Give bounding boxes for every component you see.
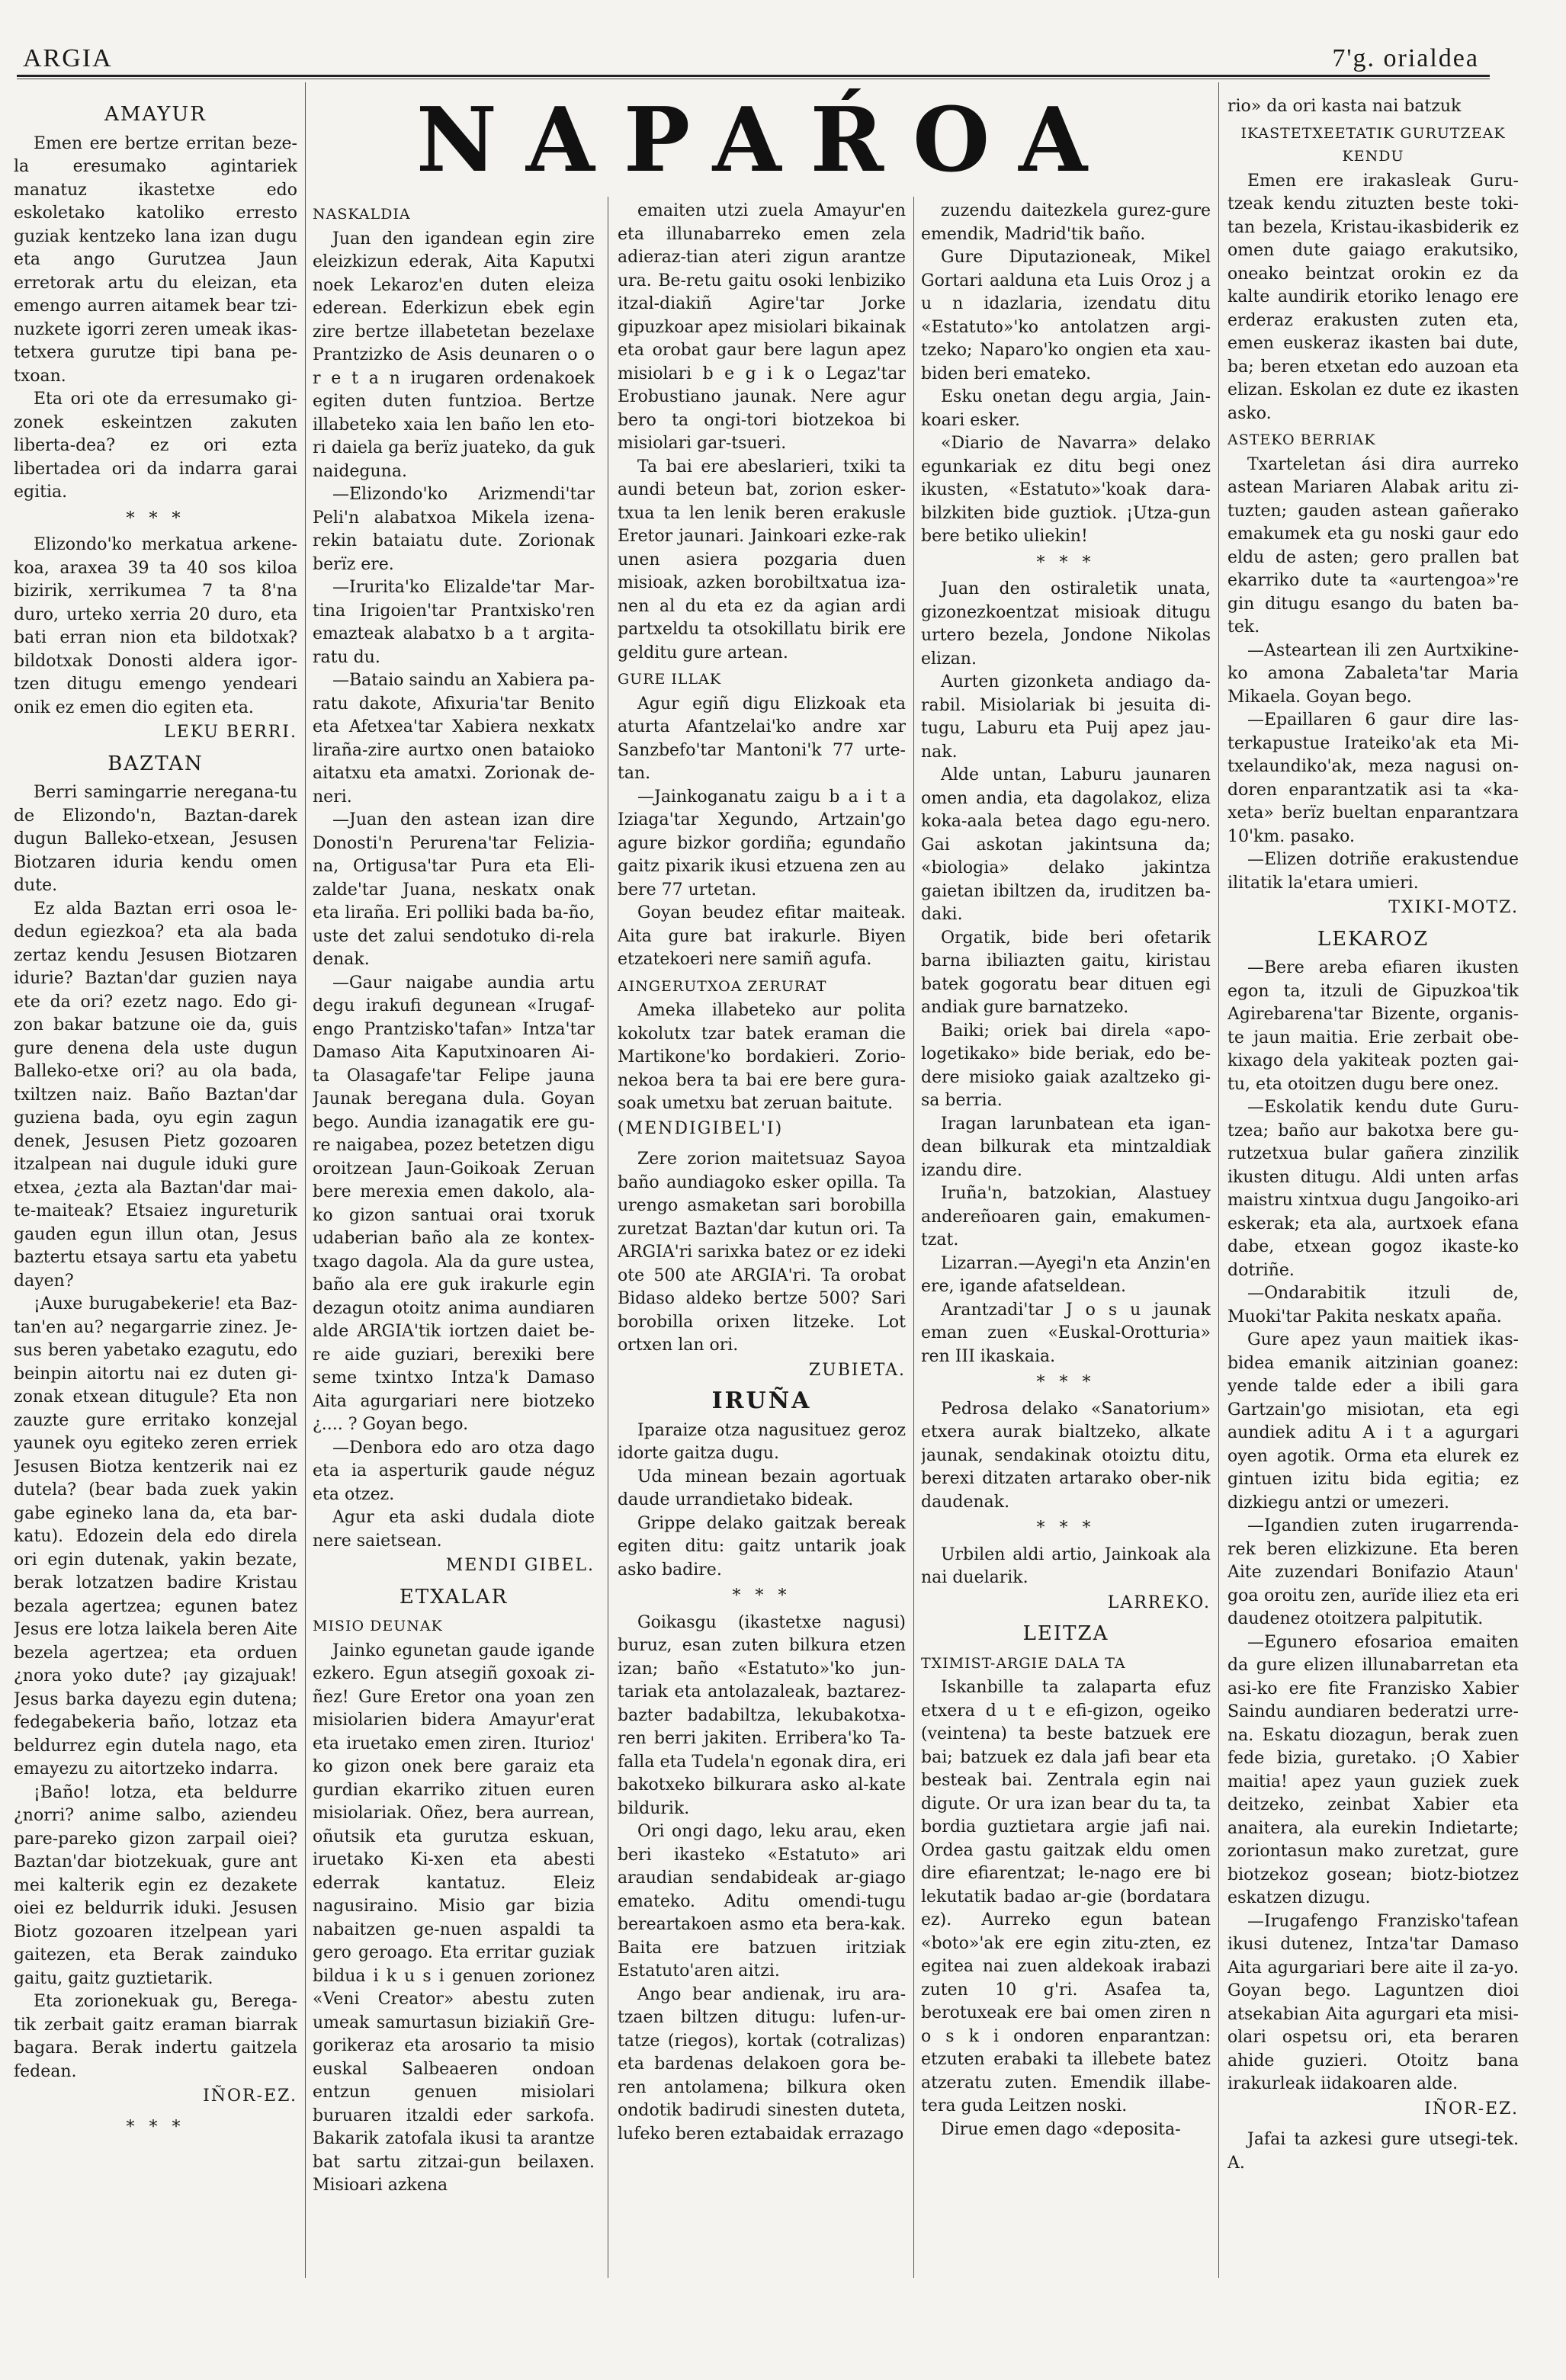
column-1 <box>14 95 297 2276</box>
paragraph: Eta zorionekuak gu, Berega-tik zerbait gaitz eraman biarrak bagara. Berak indertu gaitzela fedean. <box>14 1992 297 2081</box>
paragraph: Orgatik, bide beri ofetarik barna ibiliazten gaitu, kiristau batek gogoratu bear dituen egi andiak gure barnatzeko. <box>921 928 1211 1017</box>
paragraph: Esku onetan degu argia, Jain-koari esker. <box>921 387 1211 430</box>
column-divider <box>913 197 914 2278</box>
signature: LARREKO. <box>1107 1593 1211 1612</box>
paragraph: —Bataio saindu an Xabiera pa-ratu dakote, Afixuria'tar Benito eta Afetxea'tar Xabiera nexkatx liraña-zire aurtxo onen bataioko aitatxu eta amatxi. Zorionak de-neri. <box>313 671 595 807</box>
section-heading: BAZTAN <box>108 752 204 775</box>
subheading: GURE ILLAK <box>618 671 722 688</box>
paragraph: ¡Baño! lotza, eta beldurre ¿norri? anime salbo, aziendeu pare-pareko gizon zarpail oiei? Baztan'dar biotzekuak, gure ant mei kalterik egin ez dezakete oiei ez beldurrik iduki. Jesusen Biotz gozoaren itzelpean yari gaitezen, eta Berak zainduko gaitu, gaitz guztietarik. <box>14 1782 297 1988</box>
paragraph: zuzendu daitezkela gurez-gure emendik, Madrid'tik baño. <box>921 201 1211 244</box>
separator-stars: * * * <box>1036 1373 1096 1392</box>
paragraph: Juan den igandean egin zire eleizkizun ederak, Aita Kaputxi noek Lekaroz'en duten eleiza ederean. Ederkizun ebek egin zire bertze illabetetan bezelaxe Prantzizko de Asis deunaren o o r e t a n irugaren ordenakoek egiten duten funtzioa. Bertze illabeteko xaia len baño len eto-ri daiela ga berïz juateko, da guk naideguna. <box>313 229 595 481</box>
subheading: NASKALDIA <box>313 206 411 223</box>
paragraph: Urbilen aldi artio, Jainkoak ala nai duelarik. <box>921 1544 1211 1587</box>
masthead-title: NAPAŔOA <box>416 88 1117 192</box>
paragraph: Goikasgu (ikastetxe nagusi) buruz, esan zuten bilkura etzen izan; baño «Estatuto»'ko jun-tariak eta antolazaleak, baztarez-bazter badabiltza, lekubakotxa-ren berri jakiten. Erribera'ko Ta-falla eta Tudela'n egonak dira, eri bakotxeko bilkurara asko al-kate bildurik. <box>618 1612 906 1818</box>
paragraph: Ango bear andienak, iru ara-tzaen biltzen ditugu: lufen-ur-tatze (riegos), kortak (cotralizas) eta bardenas delakoen gora be-ren antolamena; bilkura oken ondotik badirudi sinesten duteta, lufeko beren eztabaidak errazago <box>618 1984 906 2144</box>
paragraph: —Epaillaren 6 gaur dire las-terkapustue Irateiko'ak eta Mi-txelaundiko'ak, meza nagusi on-doren enparantzatik asi ta «ka-xeta» berïz bueltan enparantzara 10'km. pasako. <box>1227 710 1519 846</box>
signature: ZUBIETA. <box>808 1360 906 1380</box>
column-divider <box>305 82 306 2278</box>
paragraph: Baiki; oriek bai direla «apo-logetikako» bide beriak, edo be-dere misioko gaiak azaltzeko gi-sa berria. <box>921 1021 1211 1110</box>
paragraph: emaiten utzi zuela Amayur'en eta illunabarreko emen zela adieraz-tian ateri zigun arantze ura. Be-retu gaitu osoki lenbiziko itzal-diakiñ Agire'tar Jorke gipuzkoar apez misiolari bikainak eta orobat gaur bere lagun apez misiolari b e g i k o Legaz'tar Erobustiano jaunak. Nere agur bero ta ongi-tori biotzekoa bi misiolari gar-tsueri. <box>618 201 906 453</box>
paragraph: Iruña'n, batzokian, Alastuey andereñoaren gain, emakumen-tzat. <box>921 1184 1211 1249</box>
column-divider <box>1218 82 1219 2278</box>
paragraph: Ez alda Baztan erri osoa le-dedun egiezkoa? eta ala bada zertaz kendu Jesusen Biotzaren idurie? Baztan'dar guzien naya ete da ori? ezetz nago. Edo gi-zon bakar batzune oie da, guis gure denena dela uste dugun Balleko-etxe ori? au ola bada, txiltzen naiz. Baño Baztan'dar guziena bada, oyu egin zagun denek, Jesusen Pietz gozoaren itzalpean nai dugule iduki gure etxea, ¿ezta ala Baztan'dar mai-te-maiteak? Etsaiez ingureturik gauden egun illun otan, Jesus baztertu etsaya sartu eta yabetu dayen? <box>14 899 297 1291</box>
page-header <box>17 44 1490 77</box>
paragraph: Ameka illabeteko aur polita kokolutx tzar batek eraman die Martikone'ko bordakieri. Zorio-nekoa bera ta bai ere bere gura-soak umetxu bat zeruan baitute. <box>618 1001 906 1113</box>
paragraph: —Ondarabitik itzuli de, Muoki'tar Pakita neskatx apaña. <box>1227 1284 1519 1326</box>
paragraph: Jainko egunetan gaude igande ezkero. Egun atsegiñ goxoak zi-ñez! Gure Eretor ona yoan zen misiolarien bidera Amayur'erat eta iruetako emen ziren. Iturioz' ko gizon onek bere garaiz eta gurdian ekarriko zituen euren misiolariak. Oñez, bera aurrean, oñutsik eta gurutza eskuan, iruetako Ki-xen eta abesti ederrak kantatuz. Eleiz nagusiraino. Misio gar bizia nabaitzen ge-nuen aspaldi ta gero geroago. Eta erritar guziak bildua i k u s i genuen zorionez «Veni Creator» abestu zuten umeak samurtasun biziakiñ Gre-gorikeraz eta arosario ta misio euskal Salbeaeren ondoan entzun genuen misiolari buruaren itzaldi eder sarkofa. Bakarik zatofala ikusi ta arantze bat sartu zitzai-gun beilaxen. Misioari azkena <box>313 1641 595 2195</box>
subheading: ASTEKO BERRIAK <box>1227 431 1376 448</box>
subheading: TXIMIST-ARGIE DALA TA <box>921 1654 1126 1672</box>
paragraph: ¡Auxe burugabekerie! eta Baz-tan'en au? negargarrie zinez. Je-sus beren yabetako ezagutu, edo beinpin aitortu nai ez duten gi-zonak etxean ditugule? Eta non zauzte gure erritako konzejal yaunek oyu egiteko zeren erriek Jesusen Biotza kentzerik nai ez dutela? (bear bada zuek yakin gabe egineko lana da, eta bar-katu). Edozein dela edo direla ori egin dutenak, yakin bezate, berak lotzatzen badire Kristau bezala agertzea; egunen batez Jesus ere lotza laikela beren Aite bezela agertzea; eta orduen ¿nora yoko dute? ¡ay gizajuak! Jesus barka dayezu egin dutena; fedegabekeria baño, lotzaz eta beldurrez egin dutela nago, eta emayezu zu aitortzeko indarra. <box>14 1294 297 1779</box>
paragraph: Agur egiñ digu Elizkoak eta aturta Afantzelai'ko andre xar Sanzbefo'tar Mantoni'k 77 urte-tan. <box>618 694 906 783</box>
paragraph: Txarteletan ási dira aurreko astean Mariaren Alabak aritu zi-tuzten; gauden astean gañerako emakumek eta gu noski gaur edo eldu de asten; gero prallen bat ekarriko dute ta «aurtengoa»'re gin ditugu esango du baten ba-tek. <box>1227 454 1519 637</box>
paragraph: Berri samingarrie neregana-tu de Elizondo'n, Baztan-darek dugun Balleko-etxean, Jesusen Biotzaren iduria kendu omen dute. <box>14 783 297 895</box>
paragraph: Agur eta aski dudala diote nere saietsean. <box>313 1508 595 1551</box>
page-number: 7'g. orialdea <box>1332 44 1479 72</box>
paragraph: —Asteartean ili zen Aurtxikine-ko amona Zabaleta'tar Maria Mikaela. Goyan bego. <box>1227 640 1519 707</box>
subheading: IKASTETXEETATIK GURUTZEAK KENDU <box>1240 124 1506 165</box>
paragraph: Juan den ostiraletik unata, gizonezkoentzat misioak ditugu urtero bezela, Jondone Nikolas elizan. <box>921 579 1211 669</box>
column-5 <box>1227 95 1519 2276</box>
paragraph: Iparaize otza nagusituez geroz idorte gaitza dugu. <box>618 1420 906 1463</box>
paragraph: Uda minean bezain agortuak daude urrandietako bideak. <box>618 1467 906 1509</box>
section-heading: AMAYUR <box>104 103 207 126</box>
paragraph: —Irurita'ko Elizalde'tar Mar-tina Irigoien'tar Prantxisko'ren emazteak alabatxo b a t argita-ratu du. <box>313 578 595 667</box>
paragraph: —Juan den astean izan dire Donosti'n Perurena'tar Felizia-na, Ortigusa'tar Pura eta Eli-zalde'tar Juana, neskatx onak eta liraña. Eri polliki bada ba-ño, uste det zalui sendotuko di-rela denak. <box>313 810 595 969</box>
paragraph: —Irugafengo Franzisko'tafean ikusi dutenez, Intza'tar Damaso Aita agurgariari bere aite il za-yo. Goyan bego. Laguntzen dioi atsekabian Aita agurgari eta misi-olari ospetsu ori, eta beraren ahide guzieri. Otoitz bana irakurleak iidakoaren alde. <box>1227 1911 1519 2093</box>
signature: LEKU BERRI. <box>164 723 297 742</box>
section-heading: LEKAROZ <box>1317 927 1430 951</box>
paragraph: Gure apez yaun maitiek ikas-bidea emanik aitzinian goanez: yende talde eder a ibili gara Gartzain'go misiotan, eta egi aundiek aditu A i t a agurgari oyen agotik. Orma eta elurek ez gintuen izitu bida egitia; ez dizkiegu antzi or umezeri. <box>1227 1330 1519 1512</box>
paragraph: Iragan larunbatean eta igan-dean bilkurak eta mintzaldiak izandu dire. <box>921 1114 1211 1180</box>
column-4 <box>921 200 1211 2380</box>
separator-stars: * * * <box>1036 1519 1096 1538</box>
newspaper-name: ARGIA <box>23 44 113 72</box>
subheading: MISIO DEUNAK <box>313 1618 443 1634</box>
paragraph: —Eskolatik kendu dute Guru-tzea; baño aur bakotxa bere gu-rutzetxua bular gañera zinzilik ikusten ditugu. Aldi unten arfas maistru xintxua dugu Jangoiko-ari eskerak; eta ala, aurtxoek efana dabe, etxean gogoz ikaste-ko dotriñe. <box>1227 1098 1519 1280</box>
signature: IÑOR-EZ. <box>1424 2099 1519 2119</box>
signature: (MENDIGIBEL'I) <box>618 1118 784 1138</box>
section-heading: LEITZA <box>1022 1622 1109 1645</box>
section-heading: ETXALAR <box>399 1585 509 1609</box>
paragraph: «Diario de Navarra» delako egunkariak ez ditu begi onez ikusten, «Estatuto»'koak dara-bilzkiten bide guztiok. ¡Utza-gun bere betiko uliekin! <box>921 434 1211 546</box>
paragraph: Pedrosa delako «Sanatorium» etxera aurak bialtzeko, alkate jaunak, sendakinak otoiztu ditu, berexi ditzaten artarako ober-nik daudenak. <box>921 1399 1211 1512</box>
paragraph: Ori ongi dago, leku arau, eken beri ikasteko «Estatuto» ari araudian sendabideak ar-giago emateko. Aditu omendi-tugu bereartakoen asmo eta bera-kak. Baita ere batzuen iritziak Estatuto'aren aitzi. <box>618 1822 906 1981</box>
subheading: AINGERUTXOA ZERURAT <box>618 977 827 995</box>
signature: MENDI GIBEL. <box>445 1556 595 1575</box>
paragraph: Ta bai ere abeslarieri, txiki ta aundi beteun bat, zorion esker-txua ta len lenik beren erakusle Eretor jaunari. Jainkoari ezke-rak unen asiera pozgaria duen misioak, azken borobiltxatua iza-nen al du eta ez da agian ardi partxeldu ta otsokillatu birik ere gelditu gure artean. <box>618 457 906 662</box>
paragraph: Arantzadi'tar J o s u jaunak eman zuen «Euskal-Orotturia» ren III ikaskaia. <box>921 1300 1211 1366</box>
paragraph: Eta ori ote da erresumako gi-zonek eskeintzen zakuten liberta-dea? ez ori ezta libertadea ori da indarra garai egitia. <box>14 390 297 502</box>
section-heading: IRUÑA <box>711 1387 812 1414</box>
paragraph: Emen ere irakasleak Guru-tzeak kendu zituzten beste toki-tan bezela, Kristau-ikasbiderik ez omen dute gaiago erakutsiko, oneako beintzat orokin ez da kalte aundirik etoriko lenago ere erderaz erakusten zuten eta, emen euskeraz ikasten bai dute, ba; beren etxetan edo auzoan eta elizan. Eskolan ez dute ez ikasten asko. <box>1227 171 1519 423</box>
paragraph: Iskanbille ta zalaparta efuz etxera d u t e efi-gizon, ogeiko (veintena) ta beste batzuek ere bai; batzuek ez dala jafi bear eta besteak bai. Zentrala egin nai digute. Or ura izan bear du ta, ta bordia guztietara argie jafi nai. Ordea gastu gaitzak eldu omen dire efiarentzat; le-nago ere bi lekutatik badao ar-gie (bordatara ez). Aurreko egun batean «boto»'ak ere egin zitu-zten, ez egitea nai zuen aldekoak irabazi zuten 10 g'ri. Asafea ta, berotuxeak ere bai omen ziren n o s k i ondoren enparantzan: etzuten erabaki ta illebete batez atzeratu zuten. Emendik illabe-tera guda Leitzen noski. <box>921 1678 1211 2115</box>
signature: IÑOR-EZ. <box>203 2087 297 2106</box>
paragraph: Emen ere bertze erritan beze-la eresumako agintariek manatuz ikastetxe edo eskoletako katoliko erresto guziak kentzeko lana izan dugu eta ango Gurutzea Jaun erretorak artu du eleizan, eta emengo aurren aitamek bear tzi-nuzkete igorri zeren umeak ikas-tetxera gurutze tipi bana pe-txoan. <box>14 133 297 386</box>
column-2 <box>313 200 595 2380</box>
paragraph: —Denbora edo aro otza dago eta ia asperturik gaude néguz eta otzez. <box>313 1438 595 1504</box>
separator-stars: * * * <box>126 2117 185 2137</box>
paragraph: —Egunero efosarioa emaiten da gure elizen illunabarretan eta asi-ko ere fite Franzisko Xabier Saindu aundiaren bederatzi urre-na. Eskatu diozagun, berak zuen fede bizia, guretako. ¡O Xabier maitia! apez yaun guziek zuek deitzeko, zeinbat Xabier eta anaitera, ala eurekin Indietarte; zoriontasun mako zuretzat, gure biotzekoz gosean; biotz-biotzez eskatzen dizugu. <box>1227 1632 1519 1907</box>
paragraph: Jafai ta azkesi gure utsegi-tek. A. <box>1227 2130 1519 2173</box>
paragraph: —Gaur naigabe aundia artu degu irakufi degunean «Irugaf-engo Prantzisko'tafan» Intza'tar Damaso Aita Kaputxinoaren Ai-ta Olasagafe'tar Felipe jauna Jaunak beregana dula. Goyan bego. Aundia izanagatik ere gu-re naigabea, pozez betetzen digu oroitzean Jaun-Goikoak Zeruan bere merexia emen dakolo, ala-ko gizon santuai orai txoruk udaberian baño ala ze kontex-txago dagola. Ala da gure ustea, baño ala ere guk irakurle egin dezagun otoitz anima aundiaren alde ARGIA'tik iortzen daiet be-re aide guziari, berexiki bere seme txintxo Intza'k Damaso Aita agurgariari nere biotzeko ¿.... ? Goyan bego. <box>313 973 595 1434</box>
signature: TXIKI-MOTZ. <box>1388 898 1519 917</box>
paragraph: Lizarran.—Ayegi'n eta Anzin'en ere, igande afatseldean. <box>921 1253 1211 1296</box>
paragraph: Zere zorion maitetsuaz Sayoa baño aundiagoko esker opilla. Ta urengo asmaketan sari borobilla zuretzat Baztan'dar kutun ori. Ta ARGIA'ri sarixka batez or ez ideki ote 500 ate ARGIA'ri. Ta orobat Bidaso aldeko bertze 500? Sari borobilla orixen litzeke. Lot ortxen lan ori. <box>618 1150 906 1355</box>
paragraph: —Elizondo'ko Arizmendi'tar Peli'n alabatxoa Mikela izena-rekin bataiatu dute. Zorionak berïz ere. <box>313 485 595 574</box>
paragraph: Aurten gizonketa andiago da-rabil. Misiolariak bi jesuita di-tugu, Laburu eta Puij apez jau-nak. <box>921 672 1211 762</box>
paragraph: —Bere areba efiaren ikusten egon ta, itzuli de Gipuzkoa'tik Agirebarena'tar Bizente, organis-te jaun maitia. Erie zerbait obe-kixago dela yakiteak pozten gai-tu, eta otoitzen dugu bere onez. <box>1227 958 1519 1094</box>
paragraph: rio» da ori kasta nai batzuk <box>1227 97 1462 116</box>
column-3 <box>618 200 906 2380</box>
separator-stars: * * * <box>1036 553 1096 573</box>
paragraph: —Igandien zuten irugarrenda-rek beren elizkizune. Eta beren Aite zuzendari Bonifazio Ataun' goa oroitu zen, aurïde iliez eta eri daudenez otoitzera palpitutik. <box>1227 1516 1519 1628</box>
paragraph: Goyan beudez efitar maiteak. Aita gure bat irakurle. Biyen etzatekoeri nere samiñ agufa. <box>618 903 906 969</box>
paragraph: Alde untan, Laburu jaunaren omen andia, eta dagolakoz, eliza koka-aala betea dago egu-nero. Gai askotan jakintsuna da; «biologia» delako jakintza gaietan ibiltzen da, iruditzen ba-daki. <box>921 765 1211 924</box>
paragraph: —Jainkoganatu zaigu b a i t a Iziaga'tar Xegundo, Artzain'go agure bizkor gordiña; egundaño gaitz pixarik ikusi etzuena zen au bere 77 urtetan. <box>618 787 906 900</box>
separator-stars: * * * <box>732 1586 791 1605</box>
paragraph: Elizondo'ko merkatua arkene-koa, araxea 39 ta 40 sos kiloa bizirik, xerrikumea 7 ta 8'na duro, urteko xerria 20 duro, eta bati erran nion eta bildotxak? bildotxak Donosti aldera igor-tzen ditugu emengo yendeari onik ez emen dio egiten eta. <box>14 535 297 717</box>
paragraph: Grippe delako gaitzak bereak egiten ditu: gaitz untarik joak asko badire. <box>618 1513 906 1580</box>
paragraph: Gure Diputazioneak, Mikel Gortari aalduna eta Luis Oroz j a u n idazlaria, izendatu ditu «Estatuto»'ko antolatzen argi-tzeko; Naparo'ko ongien eta xau-biden beri emateko. <box>921 248 1211 383</box>
paragraph: Dirue emen dago «deposita- <box>941 2119 1181 2139</box>
separator-stars: * * * <box>126 508 185 528</box>
paragraph: —Elizen dotriñe erakustendue ilitatik la'etara umieri. <box>1227 850 1519 893</box>
